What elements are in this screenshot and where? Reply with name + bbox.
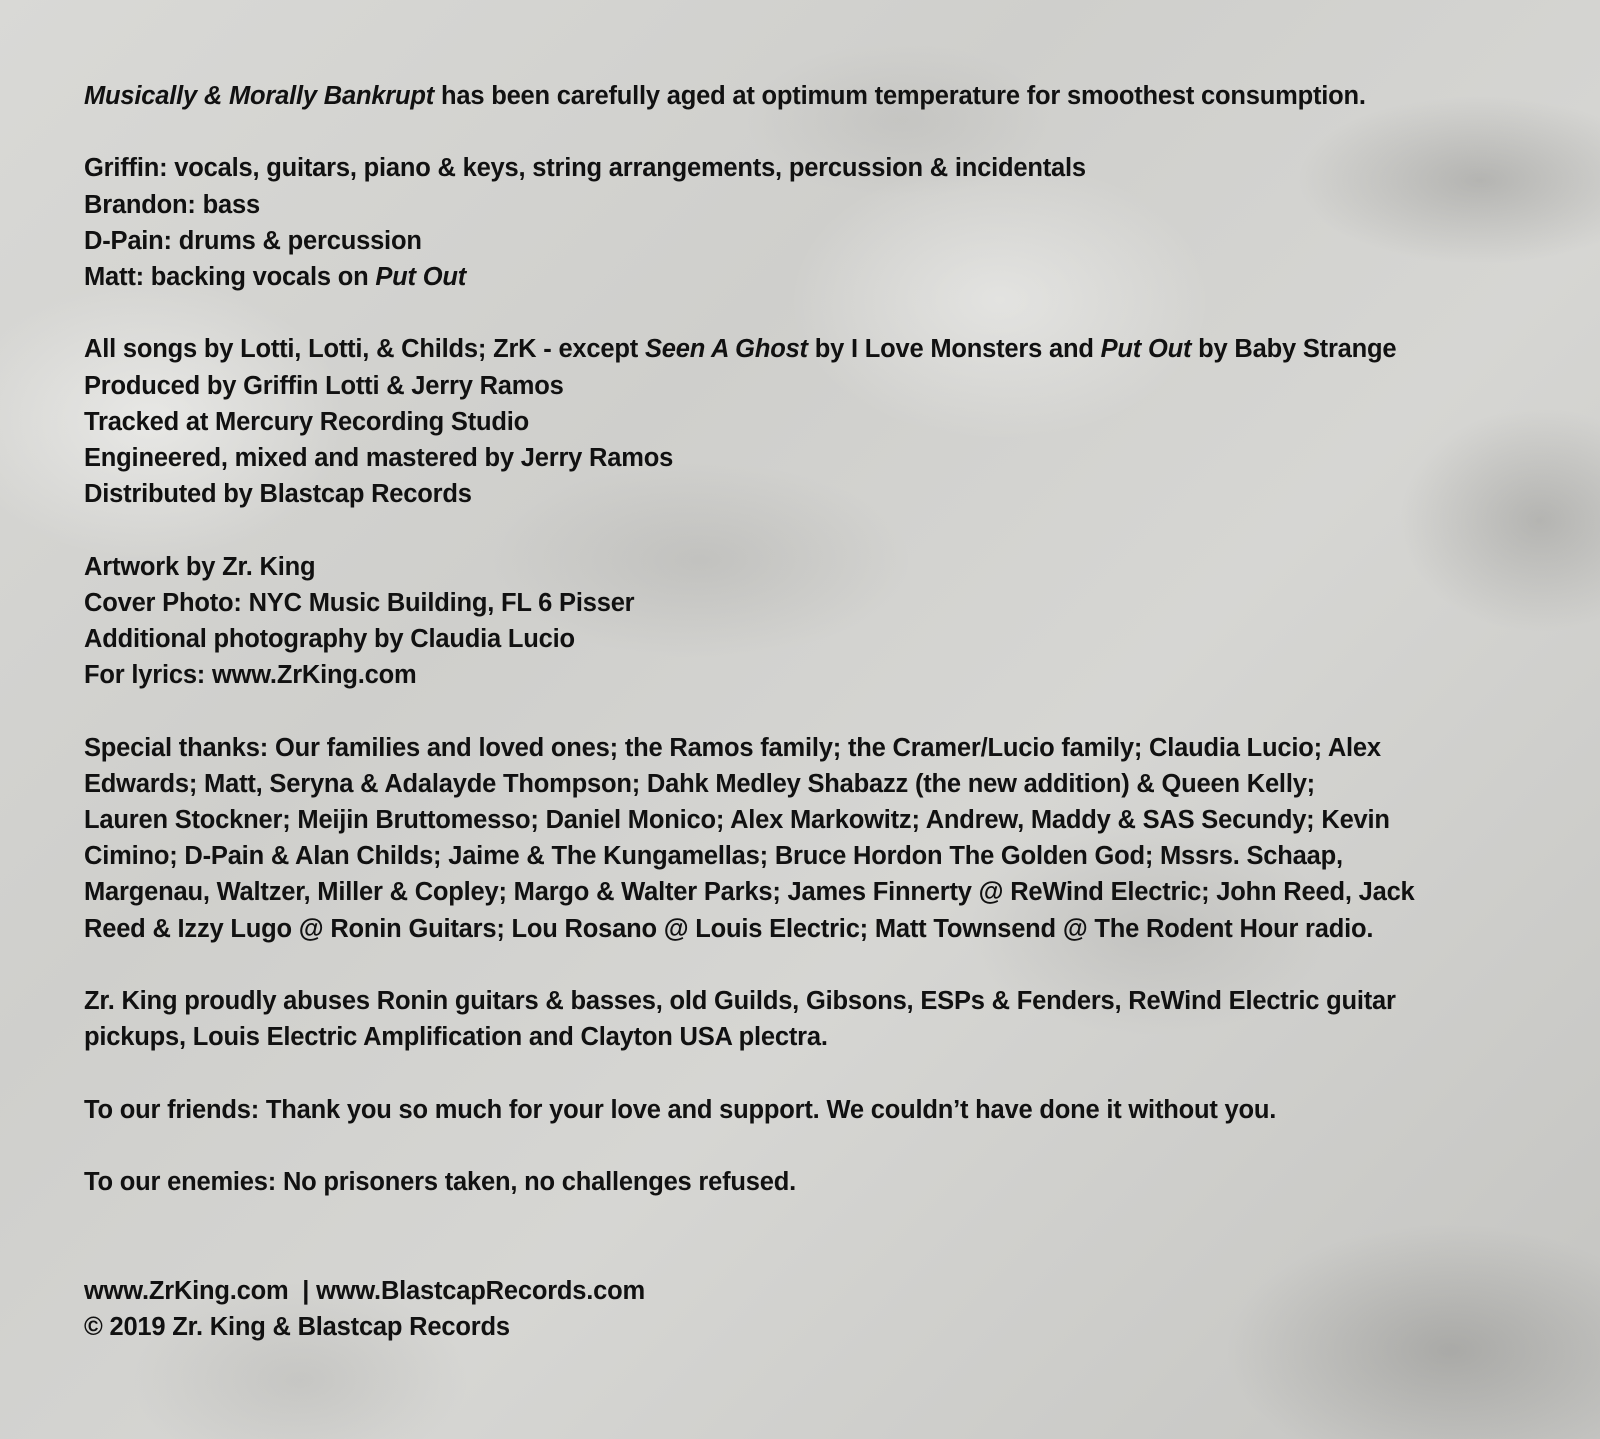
lineup-matt <box>84 259 1524 295</box>
spacer <box>84 693 1524 729</box>
gear-section <box>84 983 1524 1055</box>
special-thanks <box>84 730 1524 947</box>
spacer <box>84 1055 1524 1091</box>
produced-credit: Produced by Griffin Lotti & Jerry Ramos <box>84 371 564 400</box>
spacer <box>84 1200 1524 1272</box>
song-title: Put Out <box>375 263 467 291</box>
engineered-credit: Engineered, mixed and mastered by Jerry Ramos <box>84 444 674 472</box>
spacer <box>84 1128 1524 1164</box>
lyrics-link: For lyrics: www.ZrKing.com <box>84 661 417 690</box>
artwork-credit: Artwork by Zr. King <box>84 552 316 581</box>
spacer <box>84 114 1524 150</box>
lineup-dpain: D-Pain: drums & percussion <box>84 226 422 255</box>
credit-text: by Baby Strange <box>1191 335 1397 364</box>
tracked-credit: Tracked at Mercury Recording Studio <box>84 407 530 436</box>
gear-line: Zr. King proudly abuses Ronin guitars & basses, old Guilds, Gibsons, ESPs & Fenders, ReWind Electric guitar <box>84 987 1396 1015</box>
credits-section <box>84 331 1524 512</box>
lineup-griffin: Griffin: vocals, guitars, piano & keys, string arrangements, percussion & incidentals <box>84 154 1086 183</box>
spacer <box>84 295 1524 331</box>
thanks-line: Lauren Stockner; Meijin Bruttomesso; Daniel Monico; Alex Markowitz; Andrew, Maddy & SAS Secundy; Kevin <box>84 806 1390 834</box>
liner-notes <box>84 78 1524 1345</box>
thanks-line: Special thanks: Our families and loved ones; the Ramos family; the Cramer/Lucio family; Claudia Lucio; Alex <box>84 733 1381 762</box>
lineup-matt-text: Matt: backing vocals on <box>84 263 376 291</box>
album-title: Musically & Morally Bankrupt <box>84 82 435 110</box>
photography-credit: Additional photography by Claudia Lucio <box>84 625 575 653</box>
credit-text: All songs by Lotti, Lotti, & Childs; ZrK - except <box>84 335 645 364</box>
cover-photo-credit: Cover Photo: NYC Music Building, FL 6 Pisser <box>84 588 635 617</box>
distributed-credit: Distributed by Blastcap Records <box>84 480 472 509</box>
thanks-line: Margenau, Waltzer, Miller & Copley; Margo & Walter Parks; James Finnerty @ ReWind Electric; John Reed, Jack <box>84 878 1415 907</box>
intro-line <box>84 78 1524 114</box>
enemies-message: To our enemies: No prisoners taken, no challenges refused. <box>84 1167 797 1196</box>
art-section <box>84 549 1524 694</box>
thanks-line: Cimino; D-Pain & Alan Childs; Jaime & The Kungamellas; Bruce Hordon The Golden God; Mssrs. Schaap, <box>84 842 1343 871</box>
lineup-brandon: Brandon: bass <box>84 190 260 219</box>
thanks-line: Reed & Izzy Lugo @ Ronin Guitars; Lou Rosano @ Louis Electric; Matt Townsend @ The Rodent Hour radio. <box>84 914 1374 943</box>
gear-line: pickups, Louis Electric Amplification and Clayton USA plectra. <box>84 1023 828 1052</box>
credit-text: by I Love Monsters and <box>807 335 1101 364</box>
intro-text: has been carefully aged at optimum temperature for smoothest consumption. <box>434 82 1366 110</box>
songwriting-credit <box>84 331 1524 367</box>
lineup-section <box>84 150 1524 295</box>
thanks-line: Edwards; Matt, Seryna & Adalayde Thompson; Dahk Medley Shabazz (the new addition) & Queen Kelly; <box>84 769 1315 798</box>
footer <box>84 1273 1524 1345</box>
copyright: © 2019 Zr. King & Blastcap Records <box>84 1312 510 1341</box>
spacer <box>84 947 1524 983</box>
spacer <box>84 512 1524 548</box>
friends-message: To our friends: Thank you so much for your love and support. We couldn’t have done it without you. <box>84 1095 1277 1124</box>
song-title: Put Out <box>1100 335 1192 364</box>
song-title: Seen A Ghost <box>644 335 808 364</box>
website-links: www.ZrKing.com | www.BlastcapRecords.com <box>84 1276 645 1305</box>
